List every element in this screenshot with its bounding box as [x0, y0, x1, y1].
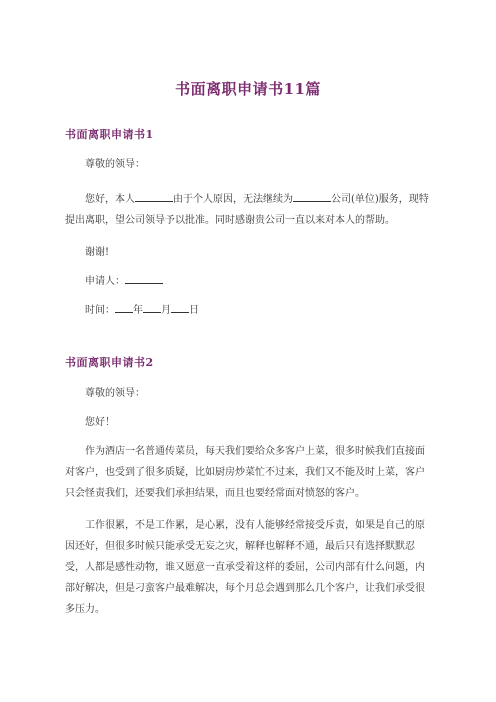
document-title: 书面离职申请书11篇	[175, 80, 321, 98]
company-blank	[293, 190, 331, 202]
name-blank	[135, 190, 173, 202]
year-blank	[115, 301, 133, 313]
letter2-greeting: 您好！	[85, 417, 115, 428]
day-blank	[171, 301, 189, 313]
year-label: 年	[133, 305, 143, 316]
day-label: 日	[189, 305, 199, 316]
letter1-salutation: 尊敬的领导：	[85, 159, 145, 170]
letter2-paragraph-1: 作为酒店一名普通传菜员，每天我们要给众多客户上菜，很多时候我们直接面对客户，也受到了很多质疑，比如厨房炒菜忙不过来，我们又不能及时上菜，客户只会怪责我们，还要我们承担结果，而且也要经常面对愤怒的客户。	[65, 446, 425, 499]
applicant-label: 申请人：	[85, 276, 125, 287]
month-label: 月	[161, 305, 171, 316]
letter1-body	[65, 189, 433, 231]
letter2-salutation: 尊敬的领导：	[85, 388, 145, 399]
letter1-applicant	[65, 271, 433, 292]
applicant-blank	[125, 272, 163, 284]
letter1-thanks: 谢谢!	[85, 247, 110, 258]
section-heading-2: 书面离职申请书2	[65, 356, 154, 369]
letter2-paragraph-2: 工作很累，不是工作累，是心累，没有人能够经常接受斥责，如果是自己的原因还好，但很多时候只能承受无妄之灾，解释也解释不通，最后只有选择默默忍受，人都是感性动物，谁又愿意一直承受着这样的委屈，公司内部有什么问题，内部好解决，但是刁蛮客户最难解决，每个月总会遇到那么几个客户，让我们承受很多压力。	[65, 520, 425, 615]
letter1-body-part2: 由于个人原因，无法继续为	[173, 194, 293, 205]
letter1-time	[65, 300, 433, 321]
letter1-body-part1: 您好，本人	[85, 194, 135, 205]
month-blank	[143, 301, 161, 313]
letter1-body-part3: 公司(单位)服务，现特提出离职，望公司领导予以批准。同时感谢贵公司一直以来对本人的帮助。	[65, 194, 429, 226]
section-heading-1: 书面离职申请书1	[65, 128, 154, 141]
time-label: 时间：	[85, 305, 115, 316]
